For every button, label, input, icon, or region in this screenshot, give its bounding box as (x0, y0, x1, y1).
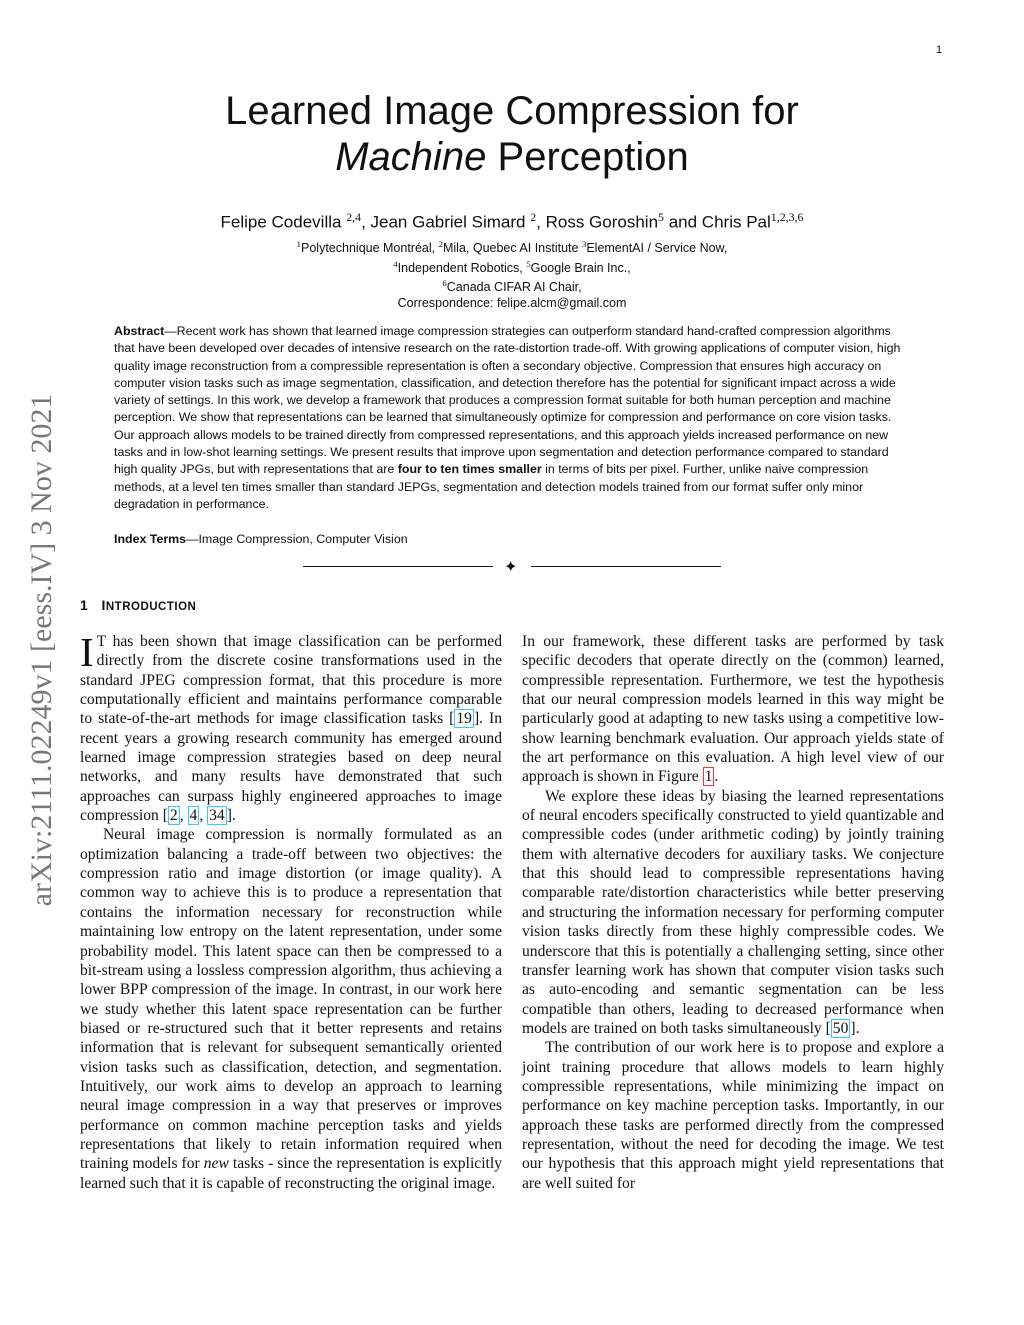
text: tasks - since the representation is explicitly learned such that it is capable of reconstructing the original image. (80, 1155, 502, 1192)
section-heading (80, 597, 196, 613)
text: T has been shown that image classification can be performed directly from the discrete cosine transformations used in the standard JPEG compression format, that this procedure is more computationally efficient and maintains performance comparable to state-of-the-art methods for image classification tasks [ (80, 633, 502, 728)
citation-link[interactable]: 4 (189, 807, 198, 825)
paragraph: The contribution of our work here is to propose and explore a joint training procedure that allows models to learn highly compressible representations, while minimizing the impact on performance on key machine perception tasks. Importantly, in our approach these tasks are performed directly from the compressed representation, without the need for decoding the image. We test our hypothesis that this approach might yield representations that are well suited for (522, 1039, 944, 1192)
affil: Google Brain Inc., (530, 260, 631, 275)
affiliation-line (0, 257, 1024, 277)
citation-link[interactable]: 50 (832, 1019, 849, 1037)
paragraph (522, 787, 944, 1038)
figure-link[interactable]: 1 (704, 768, 713, 786)
author: , Ross Goroshin (536, 212, 659, 232)
affil: Mila, Quebec AI Institute (442, 241, 582, 256)
text: In our framework, these different tasks are performed by task specific decoders that operate directly on the (common) learned, compressible representation. Furthermore, we test the hypothesis that our neural compression models learned in this way might be particularly good at adapting to new tasks using a competitive low-show learning benchmark evaluation. Our approach yields state of the art performance on this evaluation. A high level view of our approach is shown in Figure (522, 633, 944, 786)
affil-sup: 6 (442, 278, 447, 289)
affiliation-line (0, 237, 1024, 257)
affil: ElementAI / Service Now, (586, 241, 728, 256)
abstract-bold: four to ten times smaller (397, 462, 542, 477)
affiliations (0, 237, 1024, 311)
arxiv-stamp: arXiv:2111.02249v1 [eess.IV] 3 Nov 2021 (25, 393, 58, 907)
section-title-rest: NTRODUCTION (105, 601, 197, 613)
index-terms-text: —Image Compression, Computer Vision (186, 532, 408, 546)
affil: Polytechnique Montréal, (301, 241, 439, 256)
authors (0, 210, 1024, 233)
page-number: 1 (936, 44, 943, 56)
text: ]. In recent years a growing research community has emerged around learned image compression strategies based on deep neural networks, and many results have demonstrated that such approaches can surpass highly engineered approaches to image compression [ (80, 710, 502, 825)
affil-sup: 4 (393, 258, 398, 269)
author: Felipe Codevilla (220, 212, 347, 232)
author: and Chris Pal (664, 212, 771, 232)
affil-sup: 3 (581, 239, 587, 249)
section-title: I (101, 597, 106, 613)
paragraph (522, 632, 944, 787)
affil: Canada CIFAR AI Chair, (446, 280, 582, 295)
section-number: 1 (80, 597, 89, 613)
right-column (522, 632, 944, 1193)
index-terms (114, 532, 408, 546)
affil-sup: 2 (438, 239, 443, 249)
title-rest: Perception (486, 135, 689, 179)
left-column (80, 629, 502, 1193)
affil-sup: 5 (526, 258, 531, 269)
affiliation-line (0, 276, 1024, 296)
author-sup: 2 (530, 210, 537, 224)
index-terms-label: Index Terms (114, 532, 187, 546)
text: Neural image compression is normally formulated as an optimization balancing a trade-off between two objectives: the compression ratio and image distortion (or image quality). A common way to achieve this is to produce a representation that contains the information necessary for reconstruction while maintaining low entropy on the latent representation, under some probability model. This latent space can then be compressed to a bit-stream using a lossless compression algorithm, thus achieving a lower BPP compression of the image. In contrast, in our work here we study whether this latent space representation can be further biased or re-structured such that it better represents and retains information that is relevant for subsequent semantically oriented vision tasks such as classification, detection, and segmentation. Intuitively, our work aims to develop an approach to learning neural image compression in a way that preserves or improves performance on common machine perception tasks and yields representations that likely to retain information required when training models for (80, 826, 502, 1173)
title-italic: Machine (335, 135, 487, 179)
citation-link[interactable]: 19 (456, 710, 472, 728)
separator-line (303, 566, 493, 567)
paragraph: I T has been shown that image classification can be performed directly from the discrete cosine transformations used in the standard JPEG compression format, that this procedure is more computationally efficient and maintains performance comparable to state-of-the-art methods for image classification tasks [ 19 ]. In recent years a growing research community has emerged around learned image compression strategies based on deep neural networks, and many results have demonstrated that such approaches can surpass highly engineered approaches to image compression [ 2 , 4 , 34 ]. (80, 629, 502, 825)
separator-line (531, 566, 721, 567)
author: , Jean Gabriel Simard (361, 212, 531, 232)
paragraph (80, 825, 502, 1193)
affil-sup: 1 (296, 239, 302, 249)
author-sup: 2,4 (346, 210, 362, 224)
title-line-2 (0, 134, 1024, 180)
drop-cap: I (80, 629, 94, 675)
abstract (114, 323, 910, 513)
abstract-text: —Recent work has shown that learned image compression strategies can outperform standard hand-crafted compression algorithms that have been developed over decades of intensive research on the rate-distortion trade-off. With growing applications of computer vision, high quality image reconstruction from a compressible representation is often a secondary objective. Compression that ensures high accuracy on computer vision tasks such as image segmentation, classification, and detection therefore has the potential for significant impact across a wide variety of settings. In this work, we develop a framework that produces a compression format suitable for both human perception and machine perception. We show that representations can be learned that simultaneously optimize for compression and performance on core vision tasks. Our approach allows models to be trained directly from compressed representations, and this approach yields increased performance on new tasks and in low-shot learning settings. We present results that improve upon segmentation and detection performance compared to standard high quality JPGs, but with representations that are (114, 324, 901, 477)
text: ]. (226, 807, 236, 825)
abstract-text: in terms of bits per pixel. Further, unlike naive compression methods, at a level ten times smaller than standard JEPGs, segmentation and detection models trained from our format suffer only minor degradation in performance. (114, 462, 869, 511)
abstract-label: Abstract (114, 324, 165, 338)
text: We explore these ideas by biasing the learned representations of neural encoders specifically constructed to yield quantizable and compressible codes (under arithmetic coding) by jointly training them with alternative decoders for auxiliary tasks. We conjecture that this should lead to compressible representations having comparable rate/distortion characteristics while better preserving and structuring the information necessary for performing computer vision tasks directly from these highly compressible codes. We underscore that this is potentially a challenging setting, since other transfer learning work has shown that computer vision tasks such as auto-encoding and semantic segmentation can be less compatible than others, leading to decreased performance when models are trained on both tasks simultaneously [ (522, 787, 944, 1037)
correspondence: Correspondence: felipe.alcm@gmail.com (397, 295, 627, 310)
citation-link[interactable]: 2 (169, 807, 178, 825)
author-sup: 5 (658, 210, 664, 224)
separator-diamond-icon: ✦ (504, 559, 518, 576)
author-sup: 1,2,3,6 (770, 210, 804, 224)
paper-title (0, 88, 1024, 180)
text: ]. (850, 1019, 860, 1037)
title-line-1: Learned Image Compression for (225, 89, 799, 133)
citation-link[interactable]: 34 (209, 807, 225, 825)
text: . (714, 768, 719, 786)
emphasis: new (203, 1155, 229, 1173)
affil: Independent Robotics, (397, 260, 527, 275)
